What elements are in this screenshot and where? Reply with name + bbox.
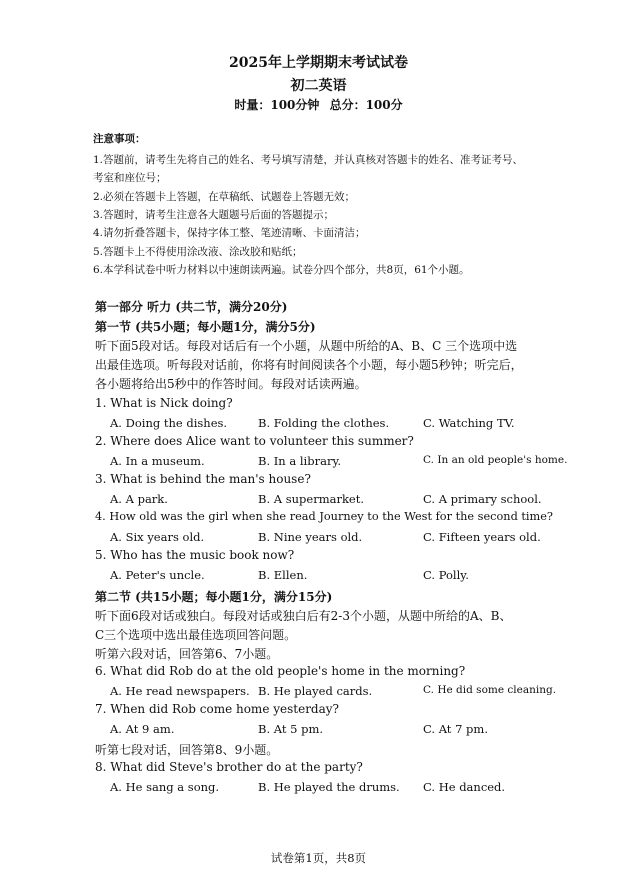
note-item: 5.答题卡上不得使用涂改液、涂改胶和贴纸；	[93, 246, 303, 258]
section1-instruction: 听下面5段对话。每段对话后有一个小题，从题中所给的A、B、C 三个选项中选	[95, 339, 518, 353]
question-text: 8. What did Steve's brother do at the party?	[95, 760, 363, 774]
note-item: 3.答题时，请考生注意各大题题号后面的答题提示；	[93, 209, 335, 221]
time-score-line: 时量：100分钟 总分：100分	[234, 98, 403, 112]
note-item: 4.请勿折叠答题卡，保持字体工整、笔迹清晰、卡面清洁；	[93, 227, 366, 239]
option-a: A. Six years old.	[110, 530, 205, 544]
option-b: B. In a library.	[258, 454, 342, 468]
question-text: 1. What is Nick doing?	[95, 396, 233, 410]
option-c: C. He danced.	[423, 780, 506, 794]
note-item: 6.本学科试卷中听力材料以中速朗读两遍。试卷分四个部分，共8页，61个小题。	[93, 264, 470, 276]
option-b: B. At 5 pm.	[258, 722, 324, 736]
option-c: C. At 7 pm.	[423, 722, 488, 736]
notes-heading: 注意事项：	[93, 133, 146, 145]
section2-instruction: C三个选项中选出最佳选项回答问题。	[95, 628, 297, 642]
option-a: A. A park.	[110, 492, 168, 506]
option-c: C. He did some cleaning.	[423, 684, 557, 696]
option-c: C. Fifteen years old.	[423, 530, 541, 544]
option-c: C. In an old people's home.	[423, 454, 568, 466]
exam-title: 2025年上学期期末考试试卷	[229, 55, 408, 71]
option-b: B. A supermarket.	[258, 492, 365, 506]
option-b: B. He played the drums.	[258, 780, 400, 794]
part1-title: 第一部分 听力 (共二节，满分20分)	[95, 300, 288, 314]
option-a: A. He sang a song.	[110, 780, 220, 794]
option-a: A. In a museum.	[110, 454, 205, 468]
question-text: 7. When did Rob come home yesterday?	[95, 702, 339, 716]
option-b: B. Ellen.	[258, 568, 308, 582]
option-a: A. At 9 am.	[110, 722, 175, 736]
note-item: 1.答题前，请考生先将自己的姓名、考号填写清楚，并认真核对答题卡的姓名、准考证考号、	[93, 154, 524, 166]
question-text: 2. Where does Alice want to volunteer this summer?	[95, 434, 414, 448]
option-b: B. He played cards.	[258, 684, 373, 698]
option-b: B. Nine years old.	[258, 530, 363, 544]
page-footer: 试卷第1页，共8页	[270, 851, 367, 865]
option-c: C. Watching TV.	[423, 416, 515, 430]
option-a: A. Peter's uncle.	[110, 568, 205, 582]
dialog-instruction: 听第七段对话，回答第8、9小题。	[95, 743, 279, 757]
option-c: C. Polly.	[423, 568, 469, 582]
option-b: B. Folding the clothes.	[258, 416, 390, 430]
question-text: 5. Who has the music book now?	[95, 548, 295, 562]
option-a: A. He read newspapers.	[110, 684, 250, 698]
section2-title: 第二节 (共15小题；每小题1分，满分15分)	[95, 590, 333, 604]
section1-title: 第一节 (共5小题；每小题1分，满分5分)	[95, 320, 316, 334]
section2-instruction: 听下面6段对话或独白。每段对话或独白后有2-3个小题，从题中所给的A、B、	[95, 609, 512, 623]
section1-instruction: 各小题将给出5秒中的作答时间。每段对话读两遍。	[95, 377, 367, 391]
dialog-instruction: 听第六段对话，回答第6、7小题。	[95, 647, 279, 661]
option-c: C. A primary school.	[423, 492, 542, 506]
option-a: A. Doing the dishes.	[110, 416, 228, 430]
question-text: 3. What is behind the man's house?	[95, 472, 311, 486]
note-item: 考室和座位号；	[93, 172, 167, 184]
note-item: 2.必须在答题卡上答题，在草稿纸、试题卷上答题无效；	[93, 191, 356, 203]
question-text: 6. What did Rob do at the old people's home in the morning?	[95, 664, 466, 678]
question-text: 4. How old was the girl when she read Journey to the West for the second time?	[95, 510, 553, 523]
subject-title: 初二英语	[290, 78, 347, 94]
section1-instruction: 出最佳选项。听每段对话前，你将有时间阅读各个小题，每小题5秒钟；听完后，	[95, 358, 523, 372]
